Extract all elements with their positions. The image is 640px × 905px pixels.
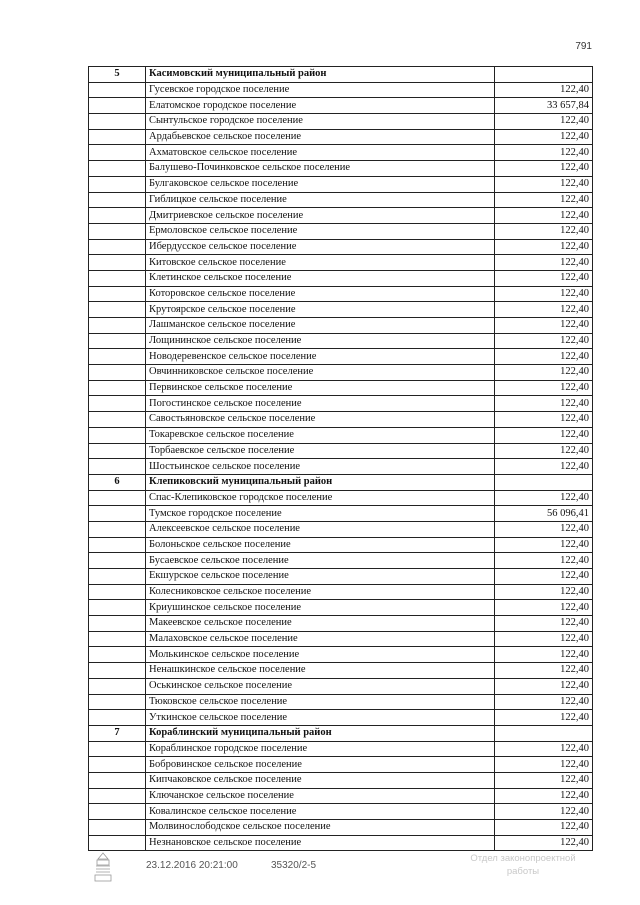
- settlement-row: [89, 490, 593, 506]
- district-number: 5: [89, 67, 146, 83]
- footer-document-code: 35320/2-5: [271, 860, 317, 871]
- row-number-cell: [89, 647, 146, 663]
- settlement-row: [89, 396, 593, 412]
- settlement-value: 122,40: [495, 631, 593, 647]
- settlement-row: [89, 129, 593, 145]
- settlement-row: [89, 757, 593, 773]
- settlement-name: Китовское сельское поселение: [146, 255, 495, 271]
- settlement-name: Спас-Клепиковское городское поселение: [146, 490, 495, 506]
- settlement-value: 122,40: [495, 553, 593, 569]
- row-number-cell: [89, 631, 146, 647]
- settlement-value: 122,40: [495, 302, 593, 318]
- settlement-row: [89, 694, 593, 710]
- settlement-value: 122,40: [495, 270, 593, 286]
- row-number-cell: [89, 663, 146, 679]
- settlement-value: 122,40: [495, 286, 593, 302]
- row-number-cell: [89, 459, 146, 475]
- settlement-value: 122,40: [495, 396, 593, 412]
- row-number-cell: [89, 521, 146, 537]
- settlement-row: [89, 145, 593, 161]
- settlement-row: [89, 506, 593, 522]
- settlement-row: [89, 302, 593, 318]
- settlement-value: 122,40: [495, 223, 593, 239]
- settlement-name: Елатомское городское поселение: [146, 98, 495, 114]
- settlement-value: 122,40: [495, 192, 593, 208]
- settlement-value: 122,40: [495, 694, 593, 710]
- settlement-row: [89, 255, 593, 271]
- settlement-name: Балушево-Починковское сельское поселение: [146, 161, 495, 177]
- row-number-cell: [89, 129, 146, 145]
- settlement-row: [89, 349, 593, 365]
- settlement-row: [89, 82, 593, 98]
- settlement-name: Гиблицкое сельское поселение: [146, 192, 495, 208]
- row-number-cell: [89, 114, 146, 130]
- settlement-value: 122,40: [495, 412, 593, 428]
- district-number: 7: [89, 725, 146, 741]
- row-number-cell: [89, 365, 146, 381]
- settlement-value: 33 657,84: [495, 98, 593, 114]
- settlement-name: Ненашкинское сельское поселение: [146, 663, 495, 679]
- settlement-name: Которовское сельское поселение: [146, 286, 495, 302]
- settlement-name: Ермоловское сельское поселение: [146, 223, 495, 239]
- settlement-value: 122,40: [495, 255, 593, 271]
- settlement-row: [89, 270, 593, 286]
- settlement-name: Тумское городское поселение: [146, 506, 495, 522]
- settlement-row: [89, 318, 593, 334]
- settlement-name: Кораблинское городское поселение: [146, 741, 495, 757]
- settlement-name: Макеевское сельское поселение: [146, 616, 495, 632]
- settlement-name: Токаревское сельское поселение: [146, 427, 495, 443]
- settlement-row: [89, 584, 593, 600]
- settlement-row: [89, 412, 593, 428]
- district-value-cell: [495, 725, 593, 741]
- settlement-value: 122,40: [495, 443, 593, 459]
- footer-date: 23.12.2016 20:21:00: [146, 860, 238, 871]
- settlement-row: [89, 427, 593, 443]
- district-value-cell: [495, 67, 593, 83]
- settlement-name: Колесниковское сельское поселение: [146, 584, 495, 600]
- district-row: [89, 474, 593, 490]
- settlement-name: Гусевское городское поселение: [146, 82, 495, 98]
- settlement-value: 122,40: [495, 490, 593, 506]
- settlement-row: [89, 647, 593, 663]
- settlement-name: Незнановское сельское поселение: [146, 835, 495, 851]
- row-number-cell: [89, 490, 146, 506]
- settlement-row: [89, 788, 593, 804]
- budget-table: [88, 66, 593, 851]
- settlement-value: 122,40: [495, 349, 593, 365]
- settlement-row: [89, 537, 593, 553]
- settlement-row: [89, 772, 593, 788]
- document-stamp-icon: [92, 851, 114, 883]
- settlement-name: Клетинское сельское поселение: [146, 270, 495, 286]
- row-number-cell: [89, 318, 146, 334]
- settlement-name: Торбаевское сельское поселение: [146, 443, 495, 459]
- row-number-cell: [89, 145, 146, 161]
- settlement-row: [89, 804, 593, 820]
- row-number-cell: [89, 804, 146, 820]
- settlement-name: Оськинское сельское поселение: [146, 678, 495, 694]
- settlement-value: 122,40: [495, 318, 593, 334]
- settlement-row: [89, 380, 593, 396]
- settlement-value: 122,40: [495, 772, 593, 788]
- row-number-cell: [89, 616, 146, 632]
- settlement-name: Малаховское сельское поселение: [146, 631, 495, 647]
- row-number-cell: [89, 223, 146, 239]
- settlement-value: 122,40: [495, 129, 593, 145]
- row-number-cell: [89, 835, 146, 851]
- page-number: 791: [575, 41, 592, 52]
- row-number-cell: [89, 506, 146, 522]
- settlement-value: 122,40: [495, 380, 593, 396]
- settlement-value: 122,40: [495, 710, 593, 726]
- settlement-value: 122,40: [495, 804, 593, 820]
- settlement-value: 122,40: [495, 835, 593, 851]
- settlement-name: Лощининское сельское поселение: [146, 333, 495, 349]
- row-number-cell: [89, 553, 146, 569]
- district-row: [89, 67, 593, 83]
- settlement-name: Ардабьевское сельское поселение: [146, 129, 495, 145]
- settlement-row: [89, 631, 593, 647]
- settlement-name: Екшурское сельское поселение: [146, 569, 495, 585]
- row-number-cell: [89, 255, 146, 271]
- watermark: [448, 852, 598, 878]
- settlement-value: 56 096,41: [495, 506, 593, 522]
- row-number-cell: [89, 270, 146, 286]
- settlement-row: [89, 600, 593, 616]
- settlement-name: Крутоярское сельское поселение: [146, 302, 495, 318]
- row-number-cell: [89, 302, 146, 318]
- settlement-row: [89, 741, 593, 757]
- row-number-cell: [89, 757, 146, 773]
- settlement-value: 122,40: [495, 584, 593, 600]
- row-number-cell: [89, 678, 146, 694]
- district-value-cell: [495, 474, 593, 490]
- settlement-name: Болоньское сельское поселение: [146, 537, 495, 553]
- row-number-cell: [89, 192, 146, 208]
- settlement-row: [89, 98, 593, 114]
- settlement-name: Ключанское сельское поселение: [146, 788, 495, 804]
- settlement-row: [89, 286, 593, 302]
- settlement-value: 122,40: [495, 208, 593, 224]
- settlement-value: 122,40: [495, 678, 593, 694]
- settlement-row: [89, 616, 593, 632]
- row-number-cell: [89, 333, 146, 349]
- settlement-value: 122,40: [495, 239, 593, 255]
- row-number-cell: [89, 537, 146, 553]
- settlement-row: [89, 459, 593, 475]
- settlement-name: Тюковское сельское поселение: [146, 694, 495, 710]
- settlement-row: [89, 553, 593, 569]
- settlement-value: 122,40: [495, 757, 593, 773]
- settlement-row: [89, 239, 593, 255]
- settlement-name: Сынтульское городское поселение: [146, 114, 495, 130]
- row-number-cell: [89, 161, 146, 177]
- settlement-row: [89, 678, 593, 694]
- row-number-cell: [89, 600, 146, 616]
- district-name: Клепиковский муниципальный район: [146, 474, 495, 490]
- row-number-cell: [89, 584, 146, 600]
- settlement-name: Уткинское сельское поселение: [146, 710, 495, 726]
- row-number-cell: [89, 741, 146, 757]
- district-name: Касимовский муниципальный район: [146, 67, 495, 83]
- settlement-name: Ахматовское сельское поселение: [146, 145, 495, 161]
- row-number-cell: [89, 176, 146, 192]
- settlement-name: Ковалинское сельское поселение: [146, 804, 495, 820]
- settlement-row: [89, 569, 593, 585]
- settlement-row: [89, 114, 593, 130]
- settlement-name: Криушинское сельское поселение: [146, 600, 495, 616]
- settlement-value: 122,40: [495, 114, 593, 130]
- row-number-cell: [89, 427, 146, 443]
- settlement-value: 122,40: [495, 459, 593, 475]
- row-number-cell: [89, 772, 146, 788]
- settlement-name: Бобровинское сельское поселение: [146, 757, 495, 773]
- settlement-value: 122,40: [495, 820, 593, 836]
- settlement-row: [89, 333, 593, 349]
- district-name: Кораблинский муниципальный район: [146, 725, 495, 741]
- settlement-value: 122,40: [495, 663, 593, 679]
- table-body: [89, 67, 593, 851]
- settlement-value: 122,40: [495, 365, 593, 381]
- settlement-name: Новодеревенское сельское поселение: [146, 349, 495, 365]
- settlement-row: [89, 663, 593, 679]
- district-number: 6: [89, 474, 146, 490]
- settlement-name: Молькинское сельское поселение: [146, 647, 495, 663]
- settlement-value: 122,40: [495, 600, 593, 616]
- row-number-cell: [89, 820, 146, 836]
- settlement-row: [89, 710, 593, 726]
- settlement-row: [89, 192, 593, 208]
- row-number-cell: [89, 349, 146, 365]
- settlement-row: [89, 365, 593, 381]
- settlement-name: Погостинское сельское поселение: [146, 396, 495, 412]
- settlement-name: Первинское сельское поселение: [146, 380, 495, 396]
- settlement-name: Алексеевское сельское поселение: [146, 521, 495, 537]
- district-row: [89, 725, 593, 741]
- settlement-name: Дмитриевское сельское поселение: [146, 208, 495, 224]
- settlement-name: Молвинослободское сельское поселение: [146, 820, 495, 836]
- settlement-value: 122,40: [495, 427, 593, 443]
- settlement-row: [89, 208, 593, 224]
- settlement-value: 122,40: [495, 82, 593, 98]
- settlement-value: 122,40: [495, 521, 593, 537]
- settlement-value: 122,40: [495, 647, 593, 663]
- settlement-name: Ибердусское сельское поселение: [146, 239, 495, 255]
- watermark-line: Отдел законопроектной: [470, 853, 576, 864]
- row-number-cell: [89, 788, 146, 804]
- settlement-row: [89, 835, 593, 851]
- settlement-row: [89, 521, 593, 537]
- settlement-value: 122,40: [495, 741, 593, 757]
- settlement-row: [89, 820, 593, 836]
- row-number-cell: [89, 443, 146, 459]
- settlement-value: 122,40: [495, 537, 593, 553]
- settlement-value: 122,40: [495, 333, 593, 349]
- settlement-name: Шостьинское сельское поселение: [146, 459, 495, 475]
- row-number-cell: [89, 569, 146, 585]
- settlement-row: [89, 176, 593, 192]
- row-number-cell: [89, 710, 146, 726]
- settlement-name: Овчинниковское сельское поселение: [146, 365, 495, 381]
- settlement-value: 122,40: [495, 176, 593, 192]
- settlement-name: Лашманское сельское поселение: [146, 318, 495, 334]
- row-number-cell: [89, 380, 146, 396]
- row-number-cell: [89, 396, 146, 412]
- row-number-cell: [89, 82, 146, 98]
- watermark-line: работы: [506, 866, 540, 877]
- settlement-name: Булгаковское сельское поселение: [146, 176, 495, 192]
- row-number-cell: [89, 412, 146, 428]
- row-number-cell: [89, 239, 146, 255]
- settlement-value: 122,40: [495, 616, 593, 632]
- settlement-row: [89, 223, 593, 239]
- row-number-cell: [89, 286, 146, 302]
- settlement-value: 122,40: [495, 145, 593, 161]
- settlement-row: [89, 443, 593, 459]
- settlement-name: Бусаевское сельское поселение: [146, 553, 495, 569]
- settlement-name: Кипчаковское сельское поселение: [146, 772, 495, 788]
- row-number-cell: [89, 98, 146, 114]
- settlement-name: Савостьяновское сельское поселение: [146, 412, 495, 428]
- settlement-row: [89, 161, 593, 177]
- settlement-value: 122,40: [495, 569, 593, 585]
- row-number-cell: [89, 208, 146, 224]
- settlement-value: 122,40: [495, 788, 593, 804]
- row-number-cell: [89, 694, 146, 710]
- settlement-value: 122,40: [495, 161, 593, 177]
